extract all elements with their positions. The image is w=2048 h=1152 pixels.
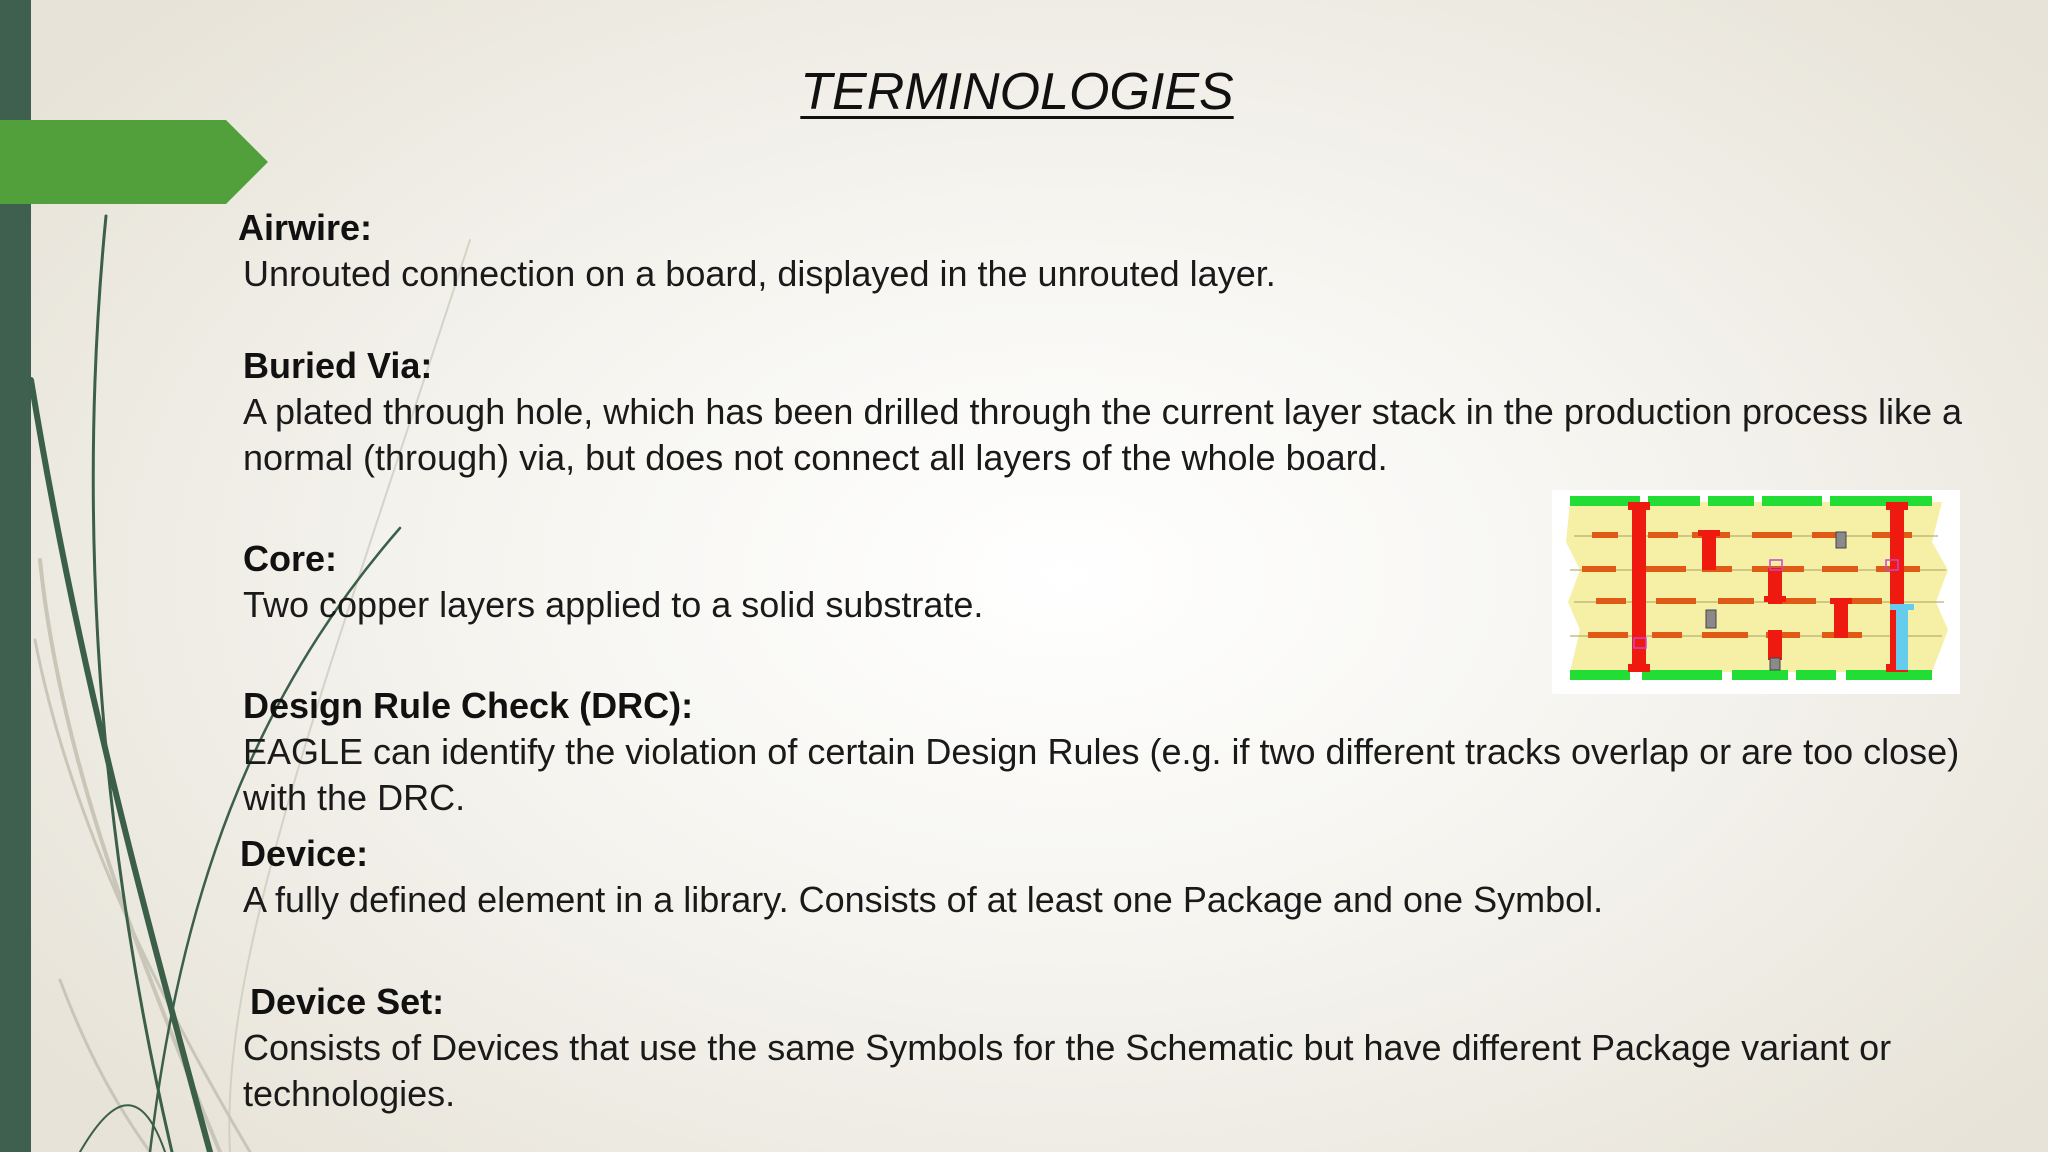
term-device <box>240 831 2010 923</box>
slide-title: TERMINOLOGIES <box>800 63 1234 121</box>
term-description: Consists of Devices that use the same Symbols for the Schematic but have different Package variant or technologies. <box>243 1027 1892 1114</box>
term-title: Device Set: <box>250 981 445 1022</box>
term-description: Unrouted connection on a board, displayed in the unrouted layer. <box>243 253 1276 294</box>
term-title: Device: <box>240 833 369 874</box>
term-device-set <box>243 979 2013 1117</box>
term-airwire <box>238 205 2008 297</box>
term-description: Two copper layers applied to a solid substrate. <box>243 584 984 625</box>
term-title: Core: <box>243 538 338 579</box>
term-description: EAGLE can identify the violation of certain Design Rules (e.g. if two different tracks overlap or are too close) with the DRC. <box>243 731 1960 818</box>
term-buried-via <box>243 343 2013 481</box>
term-description: A plated through hole, which has been drilled through the current layer stack in the production process like a normal (through) via, but does not connect all layers of the whole board. <box>243 391 1963 478</box>
term-description: A fully defined element in a library. Consists of at least one Package and one Symbol. <box>243 879 1604 920</box>
term-title: Buried Via: <box>243 345 433 386</box>
term-design-rule-check <box>243 683 2013 821</box>
term-title: Design Rule Check (DRC): <box>243 685 694 726</box>
green-arrow-banner <box>0 120 268 204</box>
term-title: Airwire: <box>238 207 373 248</box>
pcb-layer-stack-icon <box>1552 490 1960 694</box>
